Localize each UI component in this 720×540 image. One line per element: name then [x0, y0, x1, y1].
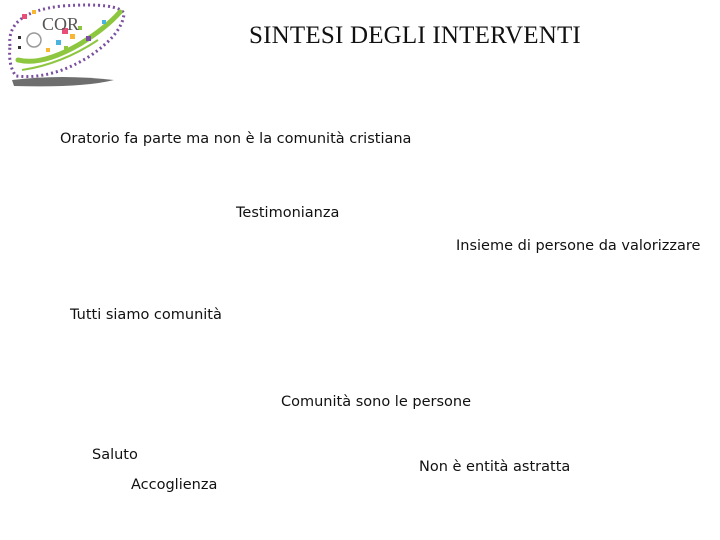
page-title: SINTESI DEGLI INTERVENTI	[249, 22, 581, 49]
note-item: Testimonianza	[236, 205, 340, 221]
note-item: Saluto	[92, 447, 138, 463]
oratorio-logo-icon	[2, 0, 126, 90]
note-item: Non è entità astratta	[419, 459, 571, 475]
note-item: Tutti siamo comunità	[70, 307, 222, 323]
note-item: Accoglienza	[131, 477, 218, 493]
note-item: Comunità sono le persone	[281, 394, 471, 410]
note-item: Oratorio fa parte ma non è la comunità cristiana	[60, 131, 412, 147]
note-item: Insieme di persone da valorizzare	[456, 238, 701, 254]
logo-text: COR	[42, 14, 80, 34]
